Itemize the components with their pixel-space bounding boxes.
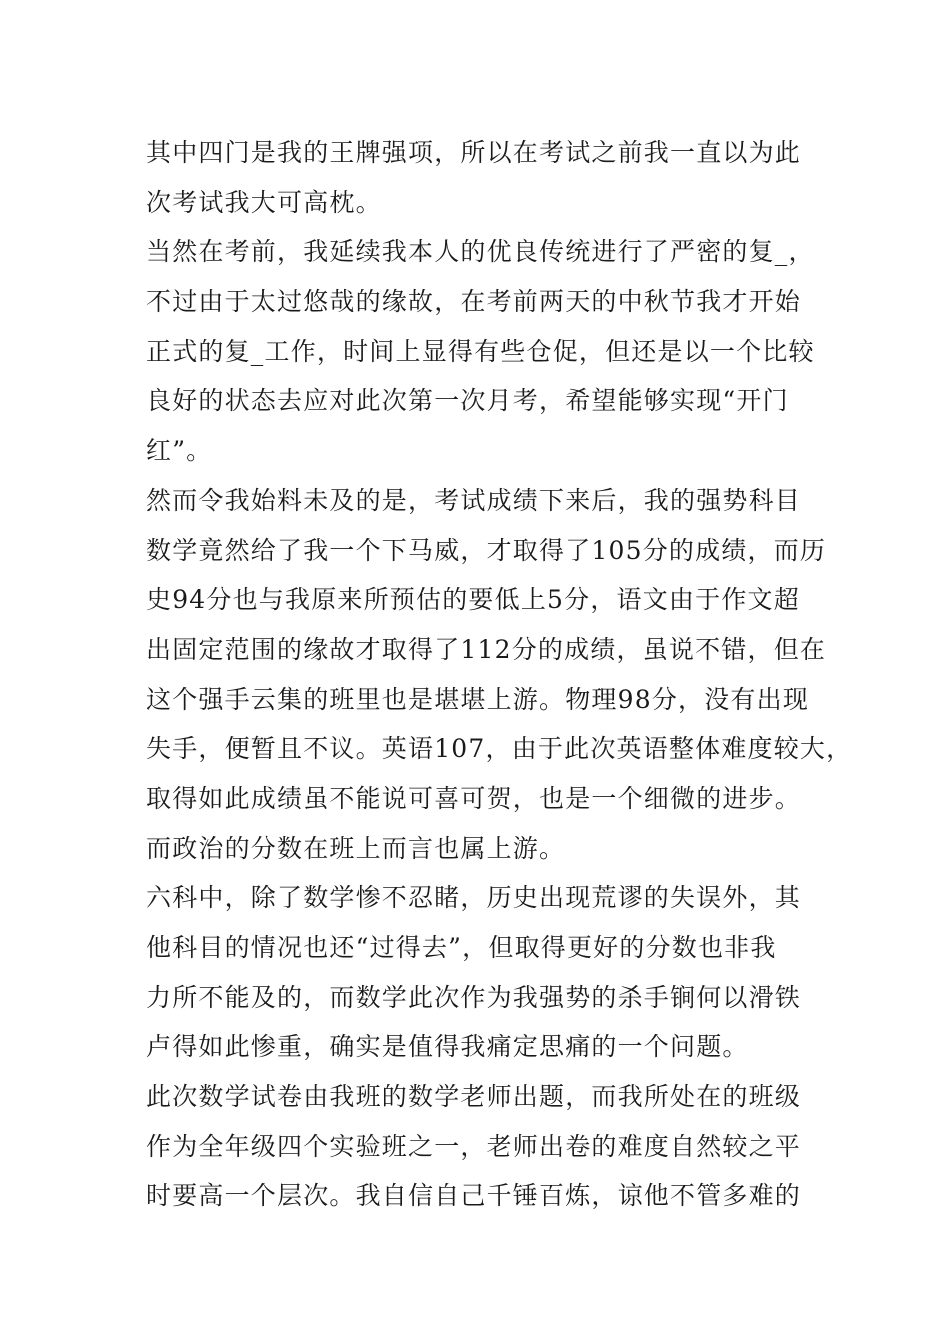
text-line: 时要高一个层次。我自信自己千锤百炼，谅他不管多难的 [146,1181,802,1211]
text-line: 力所不能及的，而数学此次作为我强势的杀手锏何以滑铁 [146,982,802,1012]
text-line: 史94分也与我原来所预估的要低上5分，语文由于作文超 [146,585,800,615]
text-line: 不过由于太过悠哉的缘故，在考前两天的中秋节我才开始 [146,287,802,317]
text-line: 出固定范围的缘故才取得了112分的成绩，虽说不错，但在 [146,634,827,664]
text-line: 他科目的情况也还“过得去”，但取得更好的分数也非我 [146,933,777,962]
text-line: 其中四门是我的王牌强项，所以在考试之前我一直以为此 [146,138,802,167]
text-line: 卢得如此惨重，确实是值得我痛定思痛的一个问题。 [146,1032,749,1062]
document-body [146,128,853,1221]
text-line: 然而令我始料未及的是，考试成绩下来后，我的强势科目 [146,485,802,515]
text-line: 作为全年级四个实验班之一，老师出卷的难度自然较之平 [146,1131,802,1161]
text-line: 取得如此成绩虽不能说可喜可贺，也是一个细微的进步。 [146,783,802,813]
text-line: 正式的复_工作，时间上显得有些仓促，但还是以一个比较 [146,336,815,366]
text-line: 红”。 [146,436,213,466]
text-line: 六科中，除了数学惨不忍睹，历史出现荒谬的失误外，其 [146,883,802,913]
text-line: 此次数学试卷由我班的数学老师出题，而我所处在的班级 [146,1082,802,1112]
text-line: 数学竟然给了我一个下马威，才取得了105分的成绩，而历 [146,535,827,565]
text-line: 而政治的分数在班上而言也属上游。 [146,833,566,863]
text-line: 当然在考前，我延续我本人的优良传统进行了严密的复_， [146,237,815,267]
text-line: 良好的状态去应对此次第一次月考，希望能够实现“开门 [146,386,789,416]
text-line: 这个强手云集的班里也是堪堪上游。物理98分，没有出现 [146,684,810,714]
text-line: 失手，便暂且不议。英语107，由于此次英语整体难度较大， [146,734,853,764]
text-line: 次考试我大可高枕。 [146,187,382,217]
